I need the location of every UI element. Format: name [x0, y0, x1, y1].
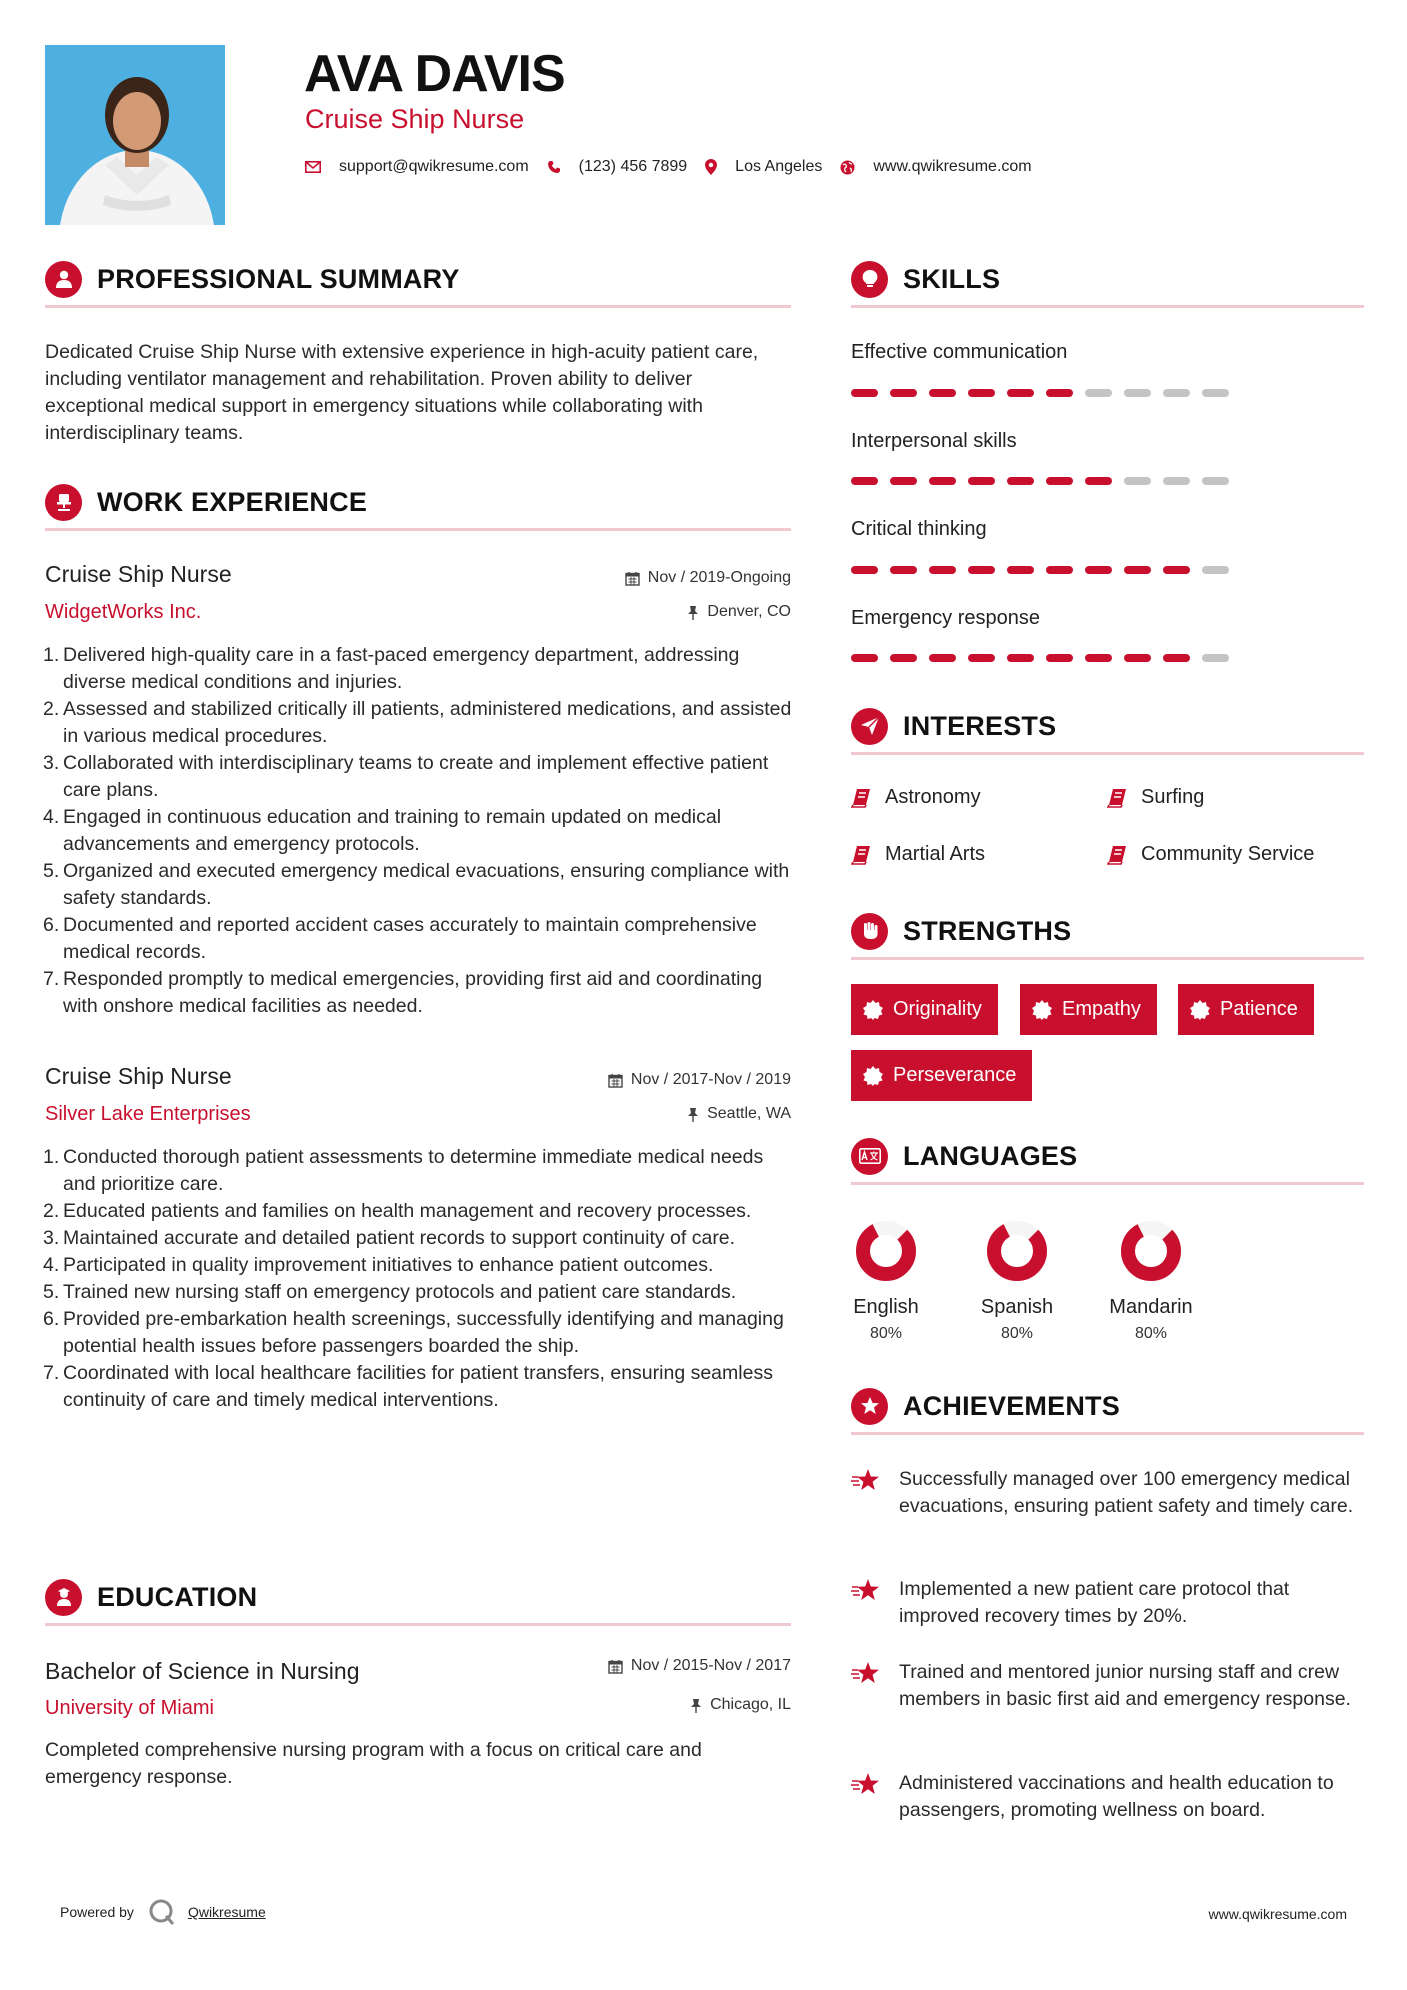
skill-dot-filled — [1085, 654, 1112, 662]
skill-dot-filled — [851, 389, 878, 397]
skill-dot-empty — [1163, 389, 1190, 397]
strength-tag — [851, 984, 998, 1035]
footer-powered-by — [60, 1898, 266, 1926]
education-divider — [45, 1623, 791, 1626]
job-2-location-text: Seattle, WA — [707, 1105, 791, 1122]
skill-dot-empty — [1124, 389, 1151, 397]
strengths-title: STRENGTHS — [903, 915, 1072, 946]
book-icon — [1107, 788, 1127, 808]
list-item: 1. Conducted thorough patient assessments to determine immediate medical needs and prioritize care. — [43, 1146, 764, 1195]
job-1-title: Cruise Ship Nurse — [45, 561, 232, 587]
language-percent: 80% — [1000, 1325, 1034, 1342]
job-2-location — [687, 1105, 791, 1123]
list-item: 6. Documented and reported accident cases accurately to maintain comprehensive medical records. — [43, 914, 757, 963]
skill-dot-filled — [890, 654, 917, 662]
interest-label: Martial Arts — [885, 843, 986, 865]
skill-2-name: Interpersonal skills — [851, 430, 1017, 452]
education-heading — [45, 1577, 257, 1617]
powered-by-text: Powered by — [60, 1904, 134, 1920]
interest-item-martial-arts — [851, 843, 985, 866]
skill-1-name: Effective communication — [851, 341, 1068, 363]
strength-label: Perseverance — [893, 1064, 1017, 1086]
pushpin-icon — [690, 1698, 702, 1713]
language-percent: 80% — [869, 1325, 903, 1342]
summary-divider — [45, 305, 791, 308]
achievement-item — [851, 1466, 1371, 1520]
strengths-heading — [851, 911, 1071, 951]
skill-dot-empty — [1202, 654, 1229, 662]
interest-item-astronomy — [851, 786, 981, 809]
calendar-icon — [608, 1659, 623, 1674]
achievements-heading — [851, 1386, 1120, 1426]
skill-dot-filled — [1124, 566, 1151, 574]
job-2-company: Silver Lake Enterprises — [45, 1103, 251, 1125]
skill-dot-filled — [890, 566, 917, 574]
skill-dot-filled — [968, 654, 995, 662]
interest-label: Astronomy — [885, 786, 981, 808]
map-pin-icon — [705, 159, 717, 175]
skill-dot-filled — [1007, 654, 1034, 662]
skill-dot-empty — [1124, 477, 1151, 485]
skill-dot-filled — [1085, 566, 1112, 574]
badge-icon — [863, 1066, 883, 1086]
skill-2-meter — [851, 477, 1241, 485]
skill-3-meter — [851, 566, 1241, 574]
skill-dot-filled — [1085, 477, 1112, 485]
star-icon — [851, 1468, 881, 1494]
achievements-title: ACHIEVEMENTS — [903, 1390, 1120, 1421]
list-item: 7. Responded promptly to medical emergencies, providing first aid and coordinating with onshore medical facilities as needed. — [43, 968, 763, 1017]
skill-dot-filled — [851, 654, 878, 662]
pushpin-icon — [687, 1107, 699, 1122]
language-percent: 80% — [1134, 1325, 1168, 1342]
list-item: 6. Provided pre-embarkation health screenings, successfully identifying and managing potential health issues before passengers boarded the ship. — [43, 1308, 784, 1357]
achievement-item — [851, 1576, 1371, 1630]
graduate-icon — [45, 1579, 82, 1616]
achievement-item — [851, 1659, 1371, 1713]
language-name: English — [853, 1296, 919, 1318]
strength-label: Originality — [893, 998, 982, 1020]
interest-label: Community Service — [1141, 843, 1315, 865]
lightbulb-icon — [851, 261, 888, 298]
email-text: support@qwikresume.com — [339, 158, 529, 175]
list-item: 4. Participated in quality improvement initiatives to enhance patient outcomes. — [43, 1254, 714, 1276]
list-item: 5. Organized and executed emergency medical evacuations, ensuring compliance with safety standards. — [43, 860, 790, 909]
job-1-company: WidgetWorks Inc. — [45, 601, 202, 623]
strength-tag — [1178, 984, 1314, 1035]
skill-dot-filled — [968, 566, 995, 574]
skill-dot-filled — [1007, 389, 1034, 397]
achievement-text: Implemented a new patient care protocol that improved recovery times by 20%. — [899, 1578, 1290, 1627]
candidate-role: Cruise Ship Nurse — [305, 104, 525, 134]
website-contact[interactable] — [840, 158, 1031, 176]
location-contact — [705, 158, 822, 176]
job-2-dates — [608, 1071, 791, 1089]
skill-4-meter — [851, 654, 1241, 662]
experience-heading — [45, 482, 367, 522]
book-icon — [851, 788, 871, 808]
achievement-text: Trained and mentored junior nursing staff and crew members in basic first aid and emergency response. — [899, 1661, 1351, 1710]
skill-dot-filled — [1046, 654, 1073, 662]
list-item: 3. Collaborated with interdisciplinary teams to create and implement effective patient care plans. — [43, 752, 769, 801]
language-icon — [851, 1138, 888, 1175]
skill-dot-empty — [1085, 389, 1112, 397]
skill-dot-filled — [890, 477, 917, 485]
star-badge-icon — [851, 1388, 888, 1425]
degree-title: Bachelor of Science in Nursing — [45, 1658, 360, 1684]
languages-heading — [851, 1136, 1077, 1176]
language-item — [831, 1219, 941, 1343]
skill-3-name: Critical thinking — [851, 518, 987, 540]
footer-website[interactable]: www.qwikresume.com — [1208, 1906, 1347, 1922]
skill-dot-filled — [1124, 654, 1151, 662]
education-location — [690, 1696, 791, 1714]
job-2-dates-text: Nov / 2017-Nov / 2019 — [630, 1071, 791, 1088]
book-icon — [1107, 845, 1127, 865]
qwikresume-logo-icon — [148, 1898, 176, 1926]
calendar-icon — [608, 1073, 623, 1088]
website-text: www.qwikresume.com — [873, 158, 1032, 175]
skill-dot-filled — [851, 477, 878, 485]
interest-label: Surfing — [1141, 786, 1205, 808]
star-icon — [851, 1661, 881, 1687]
skill-dot-filled — [890, 389, 917, 397]
user-icon — [45, 261, 82, 298]
job-1-dates — [625, 569, 791, 587]
job-1-location — [687, 603, 791, 621]
skills-title: SKILLS — [903, 263, 1001, 294]
badge-icon — [1190, 1000, 1210, 1020]
interest-item-surfing — [1107, 786, 1204, 809]
language-name: Mandarin — [1109, 1296, 1193, 1318]
skill-dot-empty — [1202, 389, 1229, 397]
skill-dot-filled — [1046, 389, 1073, 397]
skill-dot-filled — [1046, 566, 1073, 574]
skill-4-name: Emergency response — [851, 607, 1040, 629]
list-item: 7. Coordinated with local healthcare facilities for patient transfers, ensuring seamless continuity of care and timely medical interventions. — [43, 1362, 773, 1411]
language-item — [1096, 1219, 1206, 1343]
education-text: Completed comprehensive nursing program with a focus on critical care and emergency response. — [45, 1739, 702, 1788]
book-icon — [851, 845, 871, 865]
skills-heading — [851, 259, 1000, 299]
summary-text: Dedicated Cruise Ship Nurse with extensive experience in high-acuity patient care, including ventilator management and rehabilitation. Proven ability to deliver exceptional medical support in emergency situations while collaborating with interdisciplinary teams. — [45, 341, 759, 444]
skill-dot-filled — [1163, 654, 1190, 662]
phone-text: (123) 456 7899 — [578, 158, 688, 175]
language-item — [962, 1219, 1072, 1343]
job-2-bullets — [45, 1144, 797, 1414]
achievement-text: Administered vaccinations and health education to passengers, promoting wellness on board. — [899, 1772, 1334, 1821]
star-icon — [851, 1578, 881, 1604]
skill-dot-filled — [929, 477, 956, 485]
education-dates-text: Nov / 2015-Nov / 2017 — [630, 1657, 791, 1674]
interests-divider — [851, 752, 1364, 755]
interest-item-community-service — [1107, 843, 1314, 866]
list-item: 2. Educated patients and families on health management and recovery processes. — [43, 1200, 752, 1222]
list-item: 2. Assessed and stabilized critically ill patients, administered medications, and assisted in various medical procedures. — [43, 698, 792, 747]
star-icon — [851, 1772, 881, 1798]
education-title: EDUCATION — [97, 1581, 258, 1612]
achievement-item — [851, 1770, 1371, 1824]
pushpin-icon — [687, 605, 699, 620]
strength-tag — [1020, 984, 1157, 1035]
skill-dot-empty — [1202, 477, 1229, 485]
skill-dot-filled — [968, 389, 995, 397]
calendar-icon — [625, 571, 640, 586]
skill-dot-filled — [1046, 477, 1073, 485]
language-progress-ring — [985, 1219, 1049, 1283]
strength-tag — [851, 1050, 1032, 1101]
globe-icon — [840, 160, 855, 175]
envelope-icon — [305, 161, 321, 173]
languages-title: LANGUAGES — [903, 1140, 1078, 1171]
achievement-text: Successfully managed over 100 emergency medical evacuations, ensuring patient safety and timely care. — [899, 1468, 1354, 1517]
office-chair-icon — [45, 484, 82, 521]
interests-heading — [851, 706, 1056, 746]
location-text: Los Angeles — [735, 158, 823, 175]
strengths-divider — [851, 957, 1364, 960]
paper-plane-icon — [851, 708, 888, 745]
strength-label: Patience — [1220, 998, 1298, 1020]
skills-divider — [851, 305, 1364, 308]
skill-dot-filled — [1007, 566, 1034, 574]
summary-title: PROFESSIONAL SUMMARY — [97, 263, 460, 294]
list-item: 1. Delivered high-quality care in a fast-paced emergency department, addressing diverse medical conditions and injuries. — [43, 644, 740, 693]
brand-link[interactable]: Qwikresume — [187, 1904, 266, 1920]
language-name: Spanish — [980, 1296, 1054, 1318]
skill-dot-filled — [968, 477, 995, 485]
contact-bar — [305, 158, 1050, 176]
candidate-name: AVA DAVIS — [304, 45, 565, 103]
badge-icon — [1032, 1000, 1052, 1020]
skill-1-meter — [851, 389, 1241, 397]
skill-dot-empty — [1202, 566, 1229, 574]
school-name: University of Miami — [45, 1697, 214, 1719]
email-contact[interactable] — [305, 158, 529, 176]
experience-title: WORK EXPERIENCE — [97, 486, 368, 517]
skill-dot-filled — [929, 389, 956, 397]
skill-dot-filled — [929, 654, 956, 662]
experience-divider — [45, 528, 791, 531]
raised-fist-icon — [851, 913, 888, 950]
job-2-title: Cruise Ship Nurse — [45, 1063, 232, 1089]
badge-icon — [863, 1000, 883, 1020]
language-progress-ring — [1119, 1219, 1183, 1283]
summary-heading — [45, 259, 460, 299]
education-dates — [608, 1657, 791, 1675]
phone-contact[interactable] — [547, 158, 688, 176]
list-item: 5. Trained new nursing staff on emergency protocols and patient care standards. — [43, 1281, 737, 1303]
language-progress-ring — [854, 1219, 918, 1283]
profile-photo — [45, 45, 225, 225]
interests-title: INTERESTS — [903, 710, 1057, 741]
job-1-dates-text: Nov / 2019-Ongoing — [647, 569, 791, 586]
languages-divider — [851, 1182, 1364, 1185]
strength-label: Empathy — [1062, 998, 1141, 1020]
list-item: 3. Maintained accurate and detailed patient records to support continuity of care. — [43, 1227, 736, 1249]
job-1-bullets — [45, 642, 797, 1020]
phone-icon — [547, 160, 561, 174]
skill-dot-filled — [929, 566, 956, 574]
skill-dot-filled — [1163, 566, 1190, 574]
skill-dot-filled — [851, 566, 878, 574]
skill-dot-filled — [1007, 477, 1034, 485]
job-1-location-text: Denver, CO — [707, 603, 791, 620]
education-location-text: Chicago, IL — [710, 1696, 791, 1713]
achievements-divider — [851, 1432, 1364, 1435]
list-item: 4. Engaged in continuous education and training to remain updated on medical advancements and emergency protocols. — [43, 806, 722, 855]
skill-dot-empty — [1163, 477, 1190, 485]
